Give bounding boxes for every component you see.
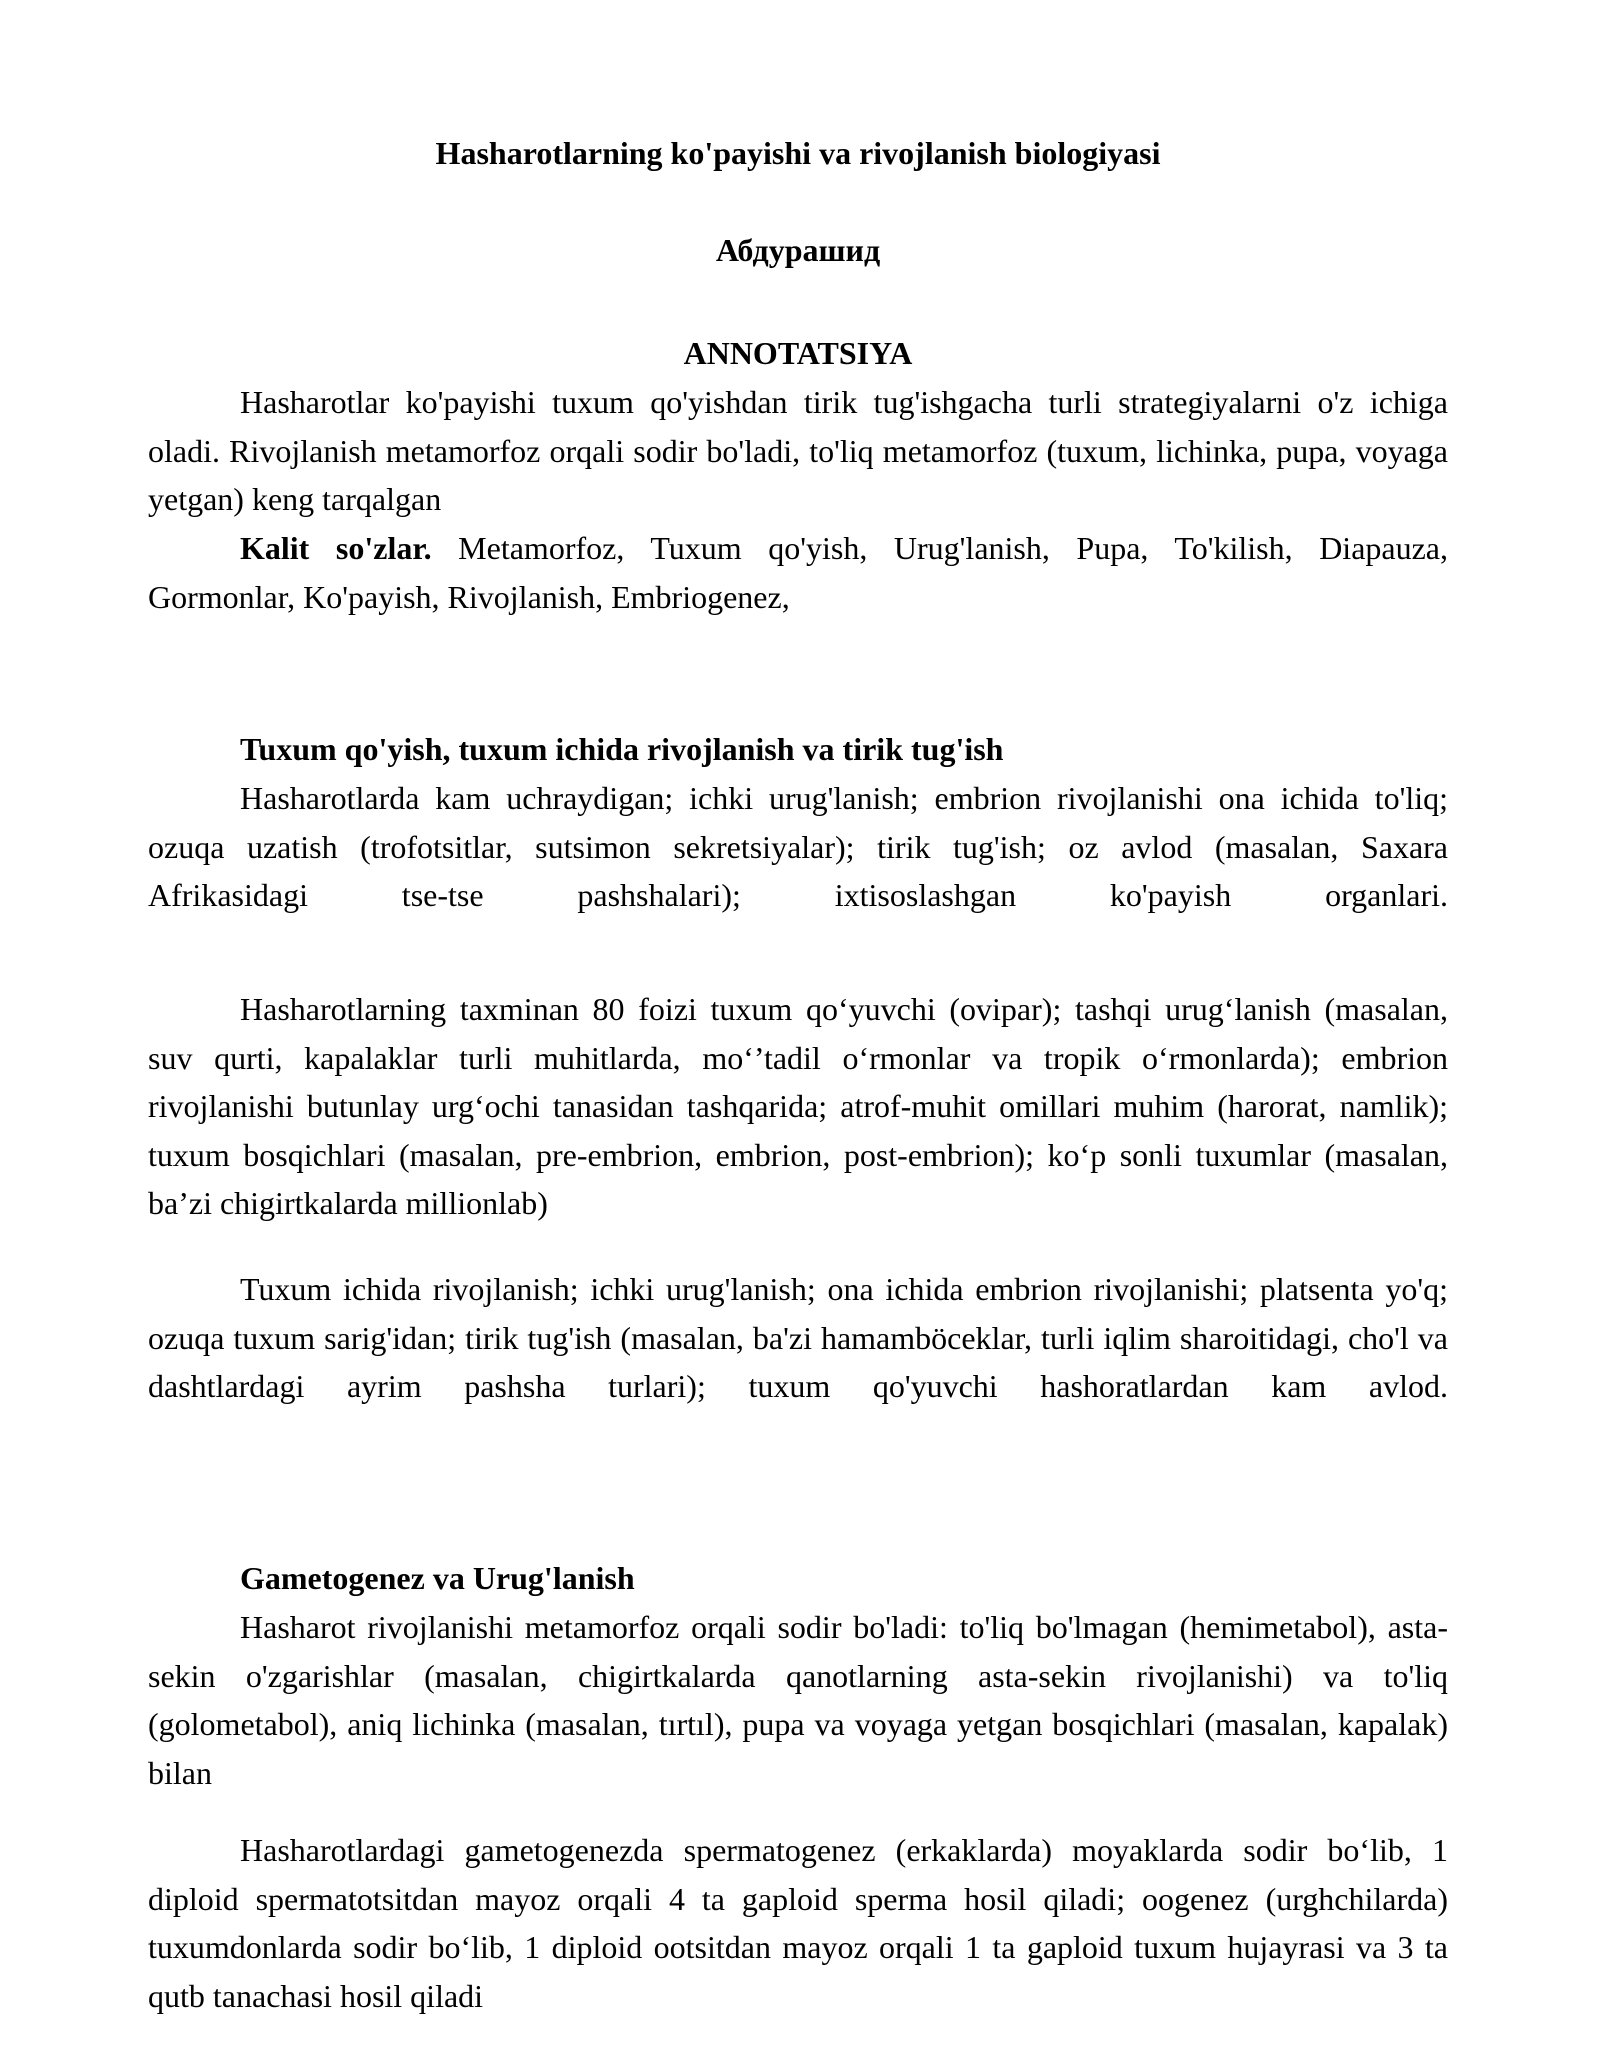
section1-paragraph-2: Hasharotlarning taxminan 80 foizi tuxum qo‘yuvchi (ovipar); tashqi urug‘lanish (masalan, suv qurti, kapalaklar turli muhitlarda, mo‘’tadil o‘rmonlar va tropik o‘rmonlarda); embrion rivojlanishi butunlay urg‘ochi tanasidan tashqarida; atrof-muhit omillari muhim (harorat, namlik); tuxum bosqichlari (masalan, pre-embrion, embrion, post-embrion); ko‘p sonli tuxumlar (masalan, ba’zi chigirtkalarda millionlab)	[148, 991, 1448, 1221]
author-name: Абдурашид	[715, 232, 881, 268]
abstract-text: Hasharotlar ko'payishi tuxum qo'yishdan tirik tug'ishgacha turli strategiyalarni o'z ichiga oladi. Rivojlanish metamorfoz orqali sodir bo'ladi, to'liq metamorfoz (tuxum, lichinka, pupa, voyaga yetgan) keng tarqalgan	[148, 384, 1448, 517]
keywords-paragraph	[148, 524, 1448, 621]
keywords-label: Kalit so'zlar.	[240, 530, 432, 566]
section-heading-reproduction: Tuxum qo'yish, tuxum ichida rivojlanish va tirik tug'ish	[240, 731, 1004, 767]
section2-paragraph-1: Hasharot rivojlanishi metamorfoz orqali sodir bo'ladi: to'liq bo'lmagan (hemimetabol), asta-sekin o'zgarishlar (masalan, chigirtkalarda qanotlarning asta-sekin rivojlanishi) va to'liq (golometabol), aniq lichinka (masalan, tırtıl), pupa va voyaga yetgan bosqichlari (masalan, kapalak) bilan	[148, 1609, 1448, 1791]
section1-paragraph-1: Hasharotlarda kam uchraydigan; ichki urug'lanish; embrion rivojlanishi ona ichida to'liq; ozuqa uzatish (trofotsitlar, sutsimon sekretsiyalar); tirik tug'ish; oz avlod (masalan, Saxara Afrikasidagi tse-tse pashshalari); ixtisoslashgan ko'payish organlari.	[148, 780, 1448, 913]
section-heading-gametogenesis: Gametogenez va Urug'lanish	[240, 1560, 635, 1596]
section1-paragraph-3: Tuxum ichida rivojlanish; ichki urug'lanish; ona ichida embrion rivojlanishi; platsenta yo'q; ozuqa tuxum sarig'idan; tirik tug'ish (masalan, ba'zi hamamböceklar, turli iqlim sharoitidagi, cho'l va dashtlardagi ayrim pashsha turlari); tuxum qo'yuvchi hashoratlardan kam avlod.	[148, 1271, 1448, 1404]
section2-paragraph-2: Hasharotlardagi gametogenezda spermatogenez (erkaklarda) moyaklarda sodir bo‘lib, 1 diploid spermatotsitdan mayoz orqali 4 ta gaploid sperma hosil qiladi; oogenez (urghchilarda) tuxumdonlarda sodir bo‘lib, 1 diploid ootsitdan mayoz orqali 1 ta gaploid tuxum hujayrasi va 3 ta qutb tanachasi hosil qiladi	[148, 1832, 1448, 2014]
document-title: Hasharotlarning ko'payishi va rivojlanish biologiyasi	[435, 135, 1161, 171]
keywords-list: Metamorfoz, Tuxum qo'yish, Urug'lanish, Pupa, To'kilish, Diapauza, Gormonlar, Ko'payish, Rivojlanish, Embriogenez,	[148, 530, 1449, 615]
abstract-heading: ANNOTATSIYA	[683, 335, 913, 371]
